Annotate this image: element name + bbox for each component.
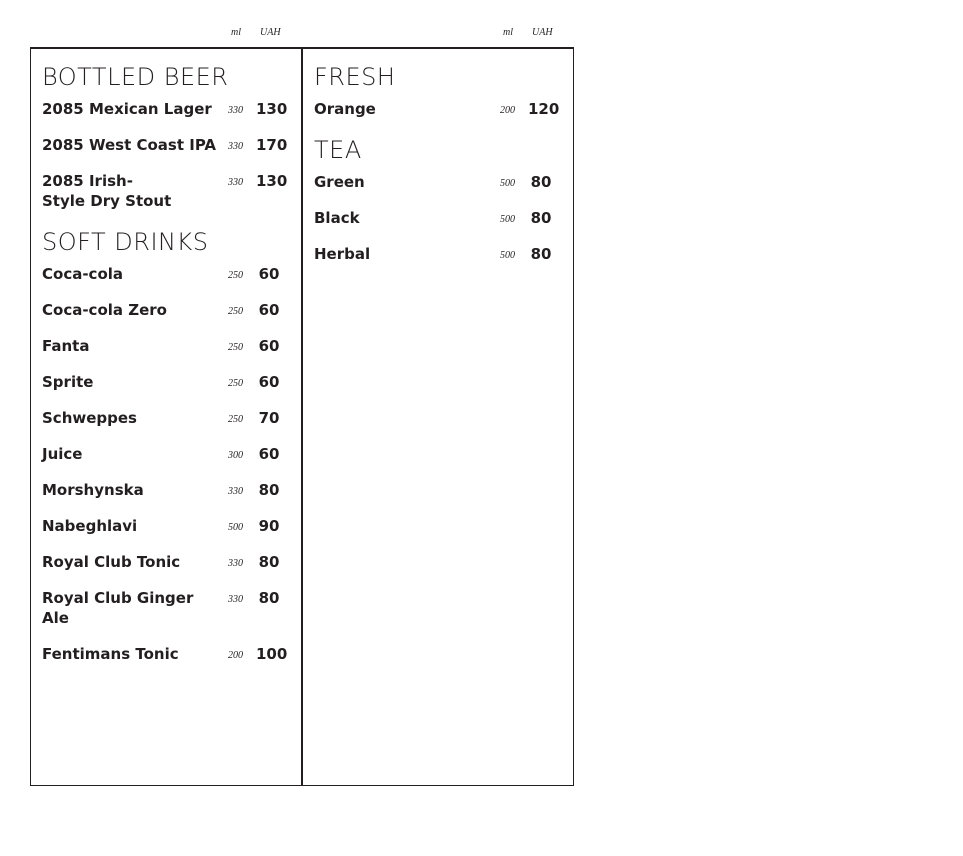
menu-item [42,171,292,211]
item-price: 80 [258,481,280,499]
item-name: Black [314,209,360,227]
menu-item [314,208,564,228]
section-soft-drinks [42,227,292,664]
menu-item [42,552,292,572]
item-volume: 500 [228,522,243,533]
left-ml-header: ml [231,27,241,38]
item-volume: 250 [228,306,243,317]
item-volume: 330 [228,177,243,188]
menu-item [42,99,292,119]
right-ml-header: ml [503,27,513,38]
item-price: 60 [258,445,280,463]
menu-item [42,300,292,320]
item-name: Morshynska [42,481,144,499]
item-price: 80 [530,245,552,263]
menu-item [42,588,292,628]
item-name: 2085 West Coast IPA [42,136,217,154]
item-volume: 330 [228,141,243,152]
menu-item [42,516,292,536]
item-volume: 200 [500,105,515,116]
item-name: Schweppes [42,409,137,427]
item-price: 80 [530,209,552,227]
item-price: 70 [258,409,280,427]
item-volume: 250 [228,270,243,281]
section-tea [314,135,564,264]
item-name: 2085 Irish-Style Dry Stout [42,172,172,210]
item-volume: 200 [228,650,243,661]
menu-item [42,480,292,500]
item-name: Sprite [42,373,94,391]
item-name: Green [314,173,365,191]
item-volume: 330 [228,558,243,569]
item-price: 170 [256,136,288,154]
section-bottled-beer [42,62,292,211]
menu-item [314,244,564,264]
left-column [42,49,292,680]
item-price: 80 [258,553,280,571]
item-price: 130 [256,172,288,190]
item-name: Juice [42,445,83,463]
item-name: Nabeghlavi [42,517,138,535]
item-price: 60 [258,265,280,283]
column-divider [301,47,303,785]
item-price: 60 [258,337,280,355]
section-title: SOFT DRINKS [42,228,209,256]
item-name: Royal Club Ginger Ale [42,589,194,627]
menu-item [42,372,292,392]
item-name: 2085 Mexican Lager [42,100,212,118]
item-volume: 300 [228,450,243,461]
section-title: FRESH [314,63,396,91]
menu-item [42,336,292,356]
item-price: 80 [530,173,552,191]
menu-item [42,135,292,155]
item-price: 130 [256,100,288,118]
item-volume: 330 [228,594,243,605]
item-name: Fanta [42,337,90,355]
item-volume: 250 [228,414,243,425]
item-volume: 500 [500,178,515,189]
right-column [314,49,564,280]
item-volume: 500 [500,250,515,261]
item-price: 90 [258,517,280,535]
menu-item [42,408,292,428]
item-name: Herbal [314,245,371,263]
item-price: 120 [528,100,560,118]
item-price: 60 [258,373,280,391]
menu-item [42,644,292,664]
section-title: TEA [314,136,362,164]
right-uah-header: UAH [532,27,553,38]
menu-item [42,444,292,464]
item-volume: 250 [228,342,243,353]
item-volume: 330 [228,105,243,116]
section-fresh [314,62,564,119]
item-volume: 500 [500,214,515,225]
left-uah-header: UAH [260,27,281,38]
item-price: 80 [258,589,280,607]
menu-item [42,264,292,284]
menu-item [314,99,564,119]
item-name: Coca-cola Zero [42,301,167,319]
item-volume: 250 [228,378,243,389]
item-price: 100 [256,645,288,663]
item-volume: 330 [228,486,243,497]
item-price: 60 [258,301,280,319]
menu-item [314,172,564,192]
item-name: Orange [314,100,376,118]
item-name: Fentimans Tonic [42,645,179,663]
item-name: Royal Club Tonic [42,553,181,571]
section-title: BOTTLED BEER [42,63,229,91]
item-name: Coca-cola [42,265,124,283]
